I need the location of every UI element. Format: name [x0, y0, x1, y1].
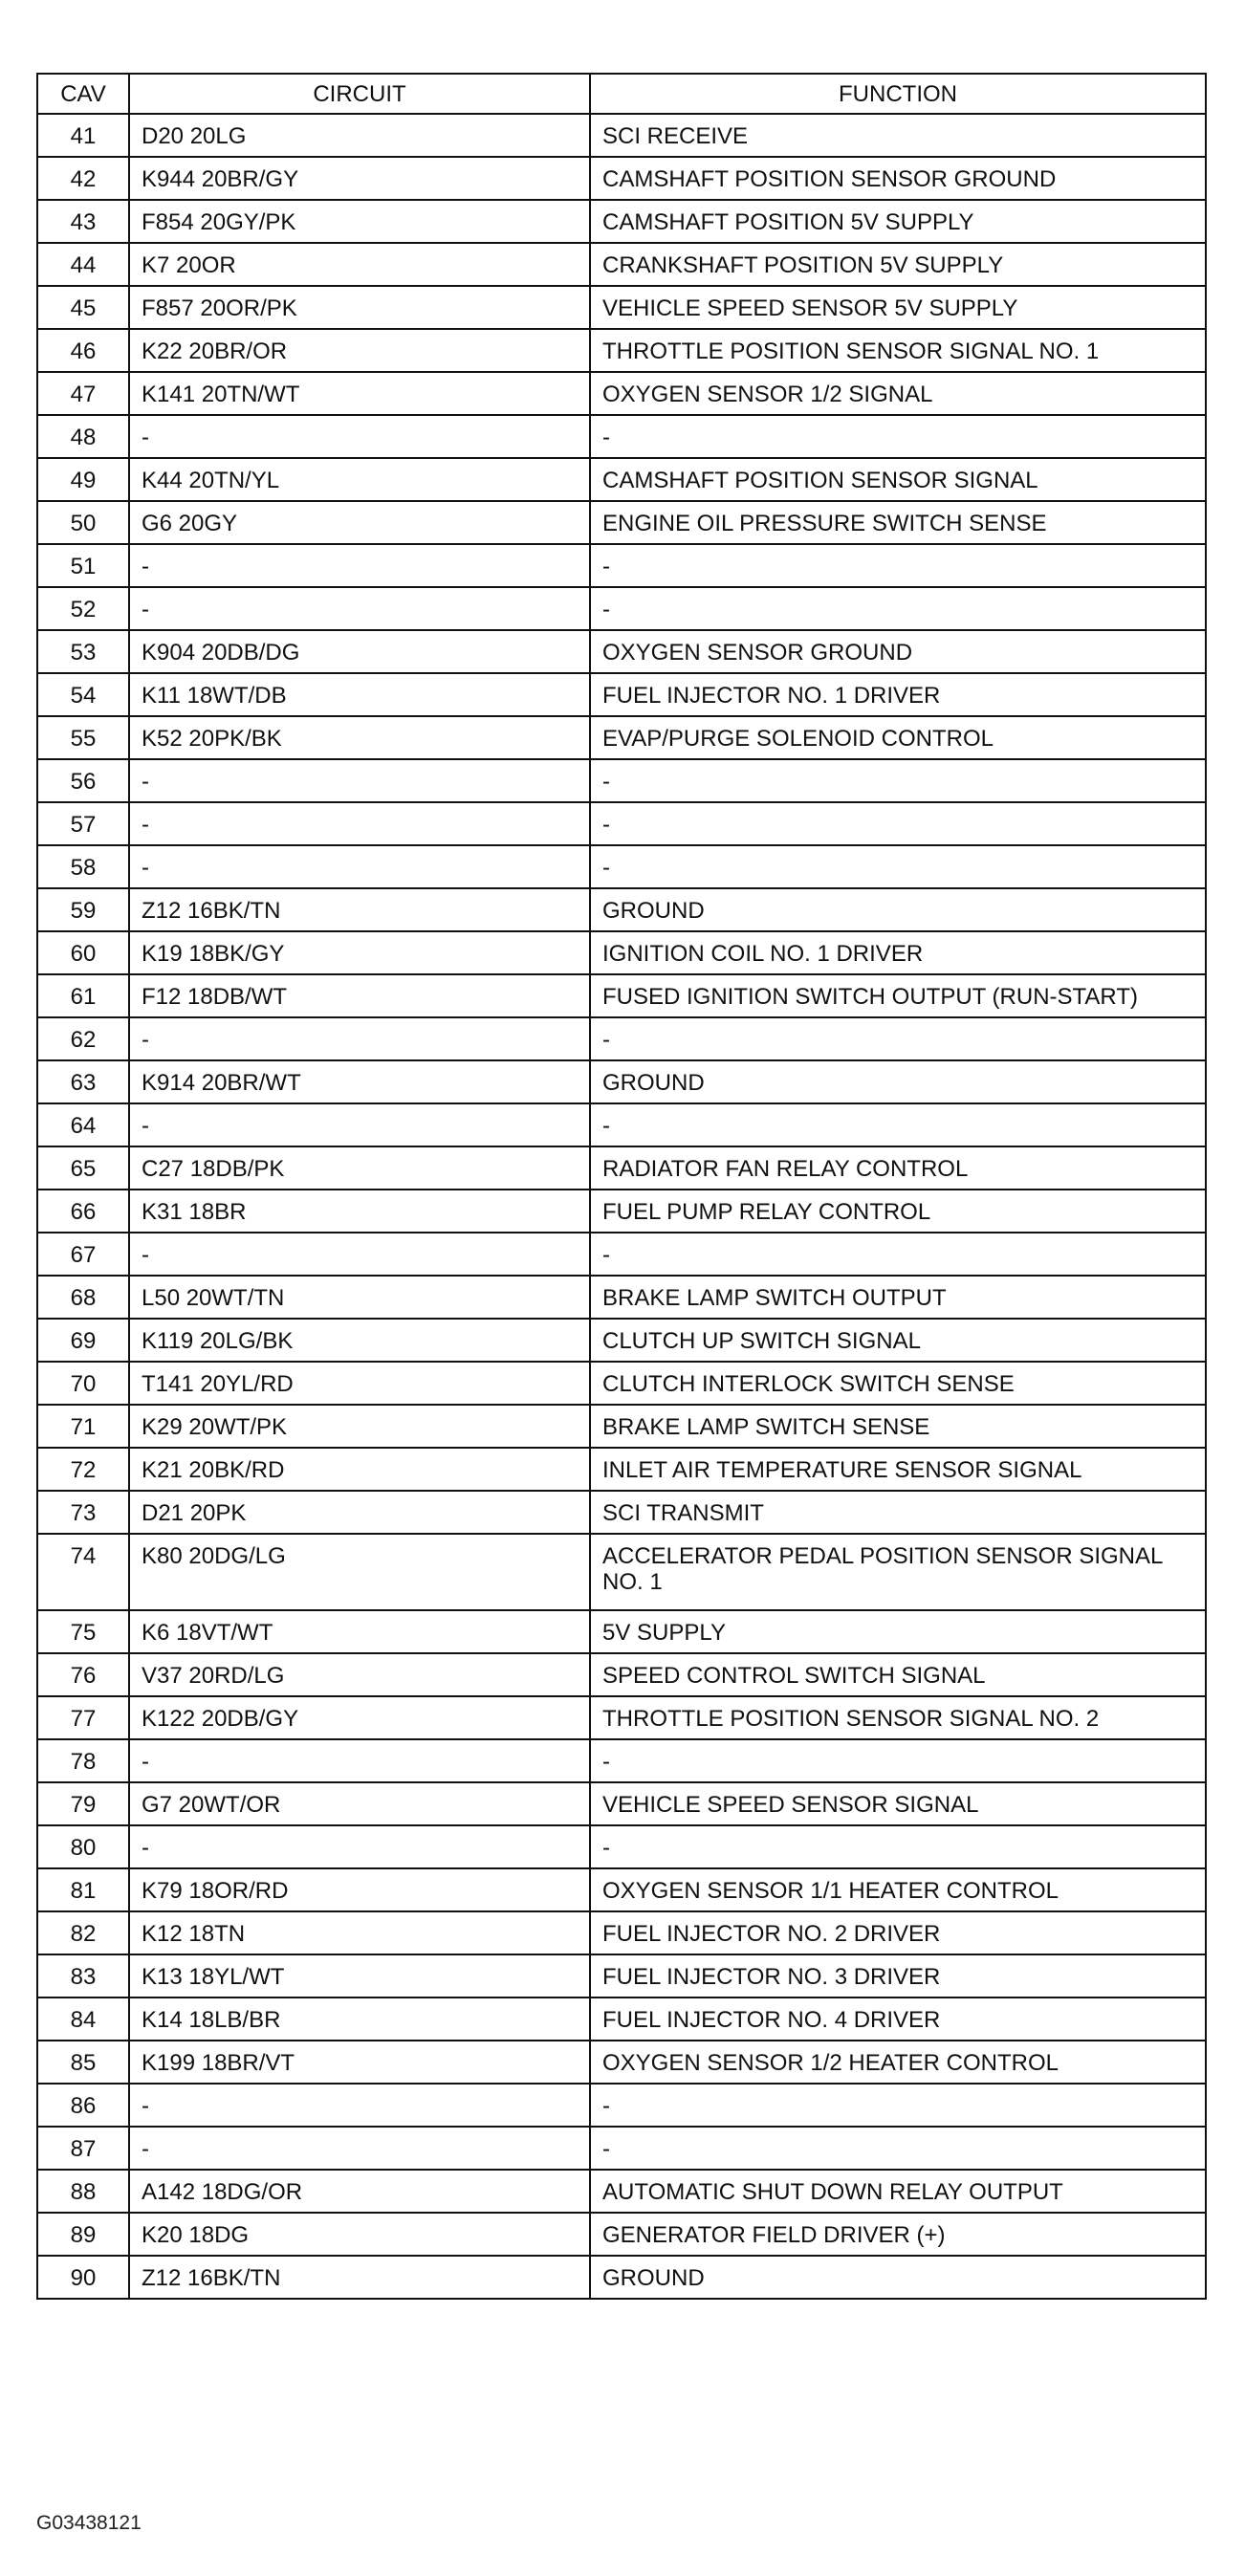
circuit-cell: K122 20DB/GY — [129, 1696, 590, 1739]
circuit-cell: K80 20DG/LG — [129, 1534, 590, 1610]
cav-cell: 60 — [37, 931, 129, 974]
cav-cell: 78 — [37, 1739, 129, 1782]
circuit-cell: T141 20YL/RD — [129, 1362, 590, 1405]
cav-cell: 89 — [37, 2213, 129, 2256]
function-cell: CLUTCH INTERLOCK SWITCH SENSE — [590, 1362, 1206, 1405]
table-row — [37, 2084, 1206, 2127]
cav-cell: 75 — [37, 1610, 129, 1653]
cav-cell: 72 — [37, 1448, 129, 1491]
function-cell: CAMSHAFT POSITION 5V SUPPLY — [590, 200, 1206, 243]
table-row — [37, 974, 1206, 1017]
table-row — [37, 716, 1206, 759]
cav-cell: 74 — [37, 1534, 129, 1610]
cav-cell: 53 — [37, 630, 129, 673]
function-cell: FUEL INJECTOR NO. 2 DRIVER — [590, 1911, 1206, 1954]
cav-cell: 41 — [37, 114, 129, 157]
function-cell: - — [590, 845, 1206, 888]
table-row — [37, 200, 1206, 243]
cav-cell: 79 — [37, 1782, 129, 1825]
table-row — [37, 157, 1206, 200]
header-row — [37, 74, 1206, 114]
cav-cell: 85 — [37, 2041, 129, 2084]
table-header — [37, 74, 1206, 114]
function-cell: CRANKSHAFT POSITION 5V SUPPLY — [590, 243, 1206, 286]
circuit-cell: K13 18YL/WT — [129, 1954, 590, 1997]
table-row — [37, 931, 1206, 974]
cav-cell: 66 — [37, 1190, 129, 1233]
circuit-cell: - — [129, 587, 590, 630]
table-row — [37, 1448, 1206, 1491]
circuit-cell: K944 20BR/GY — [129, 157, 590, 200]
cav-cell: 65 — [37, 1146, 129, 1190]
table-row — [37, 1103, 1206, 1146]
cav-cell: 64 — [37, 1103, 129, 1146]
cav-cell: 84 — [37, 1997, 129, 2041]
cav-cell: 86 — [37, 2084, 129, 2127]
function-cell: OXYGEN SENSOR 1/2 SIGNAL — [590, 372, 1206, 415]
circuit-cell: K141 20TN/WT — [129, 372, 590, 415]
table-row — [37, 2213, 1206, 2256]
cav-cell: 80 — [37, 1825, 129, 1868]
table-row — [37, 1491, 1206, 1534]
function-cell: FUEL INJECTOR NO. 3 DRIVER — [590, 1954, 1206, 1997]
function-cell: EVAP/PURGE SOLENOID CONTROL — [590, 716, 1206, 759]
table-row — [37, 1696, 1206, 1739]
function-cell: GROUND — [590, 1060, 1206, 1103]
function-cell: FUEL PUMP RELAY CONTROL — [590, 1190, 1206, 1233]
function-cell: 5V SUPPLY — [590, 1610, 1206, 1653]
circuit-cell: - — [129, 415, 590, 458]
circuit-cell: L50 20WT/TN — [129, 1276, 590, 1319]
table-row — [37, 1276, 1206, 1319]
circuit-cell: K31 18BR — [129, 1190, 590, 1233]
cav-cell: 42 — [37, 157, 129, 200]
function-cell: THROTTLE POSITION SENSOR SIGNAL NO. 1 — [590, 329, 1206, 372]
table-row — [37, 1825, 1206, 1868]
circuit-cell: - — [129, 759, 590, 802]
table-row — [37, 1017, 1206, 1060]
table-body — [37, 114, 1206, 2299]
cav-cell: 82 — [37, 1911, 129, 1954]
table-row — [37, 458, 1206, 501]
cav-cell: 47 — [37, 372, 129, 415]
circuit-cell: G7 20WT/OR — [129, 1782, 590, 1825]
cav-cell: 49 — [37, 458, 129, 501]
function-cell: - — [590, 802, 1206, 845]
function-cell: - — [590, 2127, 1206, 2170]
function-cell: IGNITION COIL NO. 1 DRIVER — [590, 931, 1206, 974]
circuit-cell: K20 18DG — [129, 2213, 590, 2256]
circuit-cell: - — [129, 544, 590, 587]
function-cell: - — [590, 1103, 1206, 1146]
function-cell: GROUND — [590, 888, 1206, 931]
table-row — [37, 544, 1206, 587]
table-row — [37, 1997, 1206, 2041]
cav-cell: 90 — [37, 2256, 129, 2299]
function-cell: CAMSHAFT POSITION SENSOR GROUND — [590, 157, 1206, 200]
cav-cell: 46 — [37, 329, 129, 372]
cav-cell: 88 — [37, 2170, 129, 2213]
table-row — [37, 1362, 1206, 1405]
function-cell: SPEED CONTROL SWITCH SIGNAL — [590, 1653, 1206, 1696]
circuit-cell: K119 20LG/BK — [129, 1319, 590, 1362]
circuit-cell: K79 18OR/RD — [129, 1868, 590, 1911]
cav-cell: 54 — [37, 673, 129, 716]
header-cav: CAV — [37, 74, 129, 114]
table-row — [37, 1146, 1206, 1190]
figure-id: G03438121 — [36, 2512, 142, 2534]
cav-cell: 57 — [37, 802, 129, 845]
circuit-cell: K44 20TN/YL — [129, 458, 590, 501]
cav-cell: 69 — [37, 1319, 129, 1362]
circuit-cell: Z12 16BK/TN — [129, 2256, 590, 2299]
circuit-cell: K904 20DB/DG — [129, 630, 590, 673]
table-row — [37, 2256, 1206, 2299]
table-row — [37, 2170, 1206, 2213]
circuit-cell: K11 18WT/DB — [129, 673, 590, 716]
cav-cell: 50 — [37, 501, 129, 544]
function-cell: FUEL INJECTOR NO. 1 DRIVER — [590, 673, 1206, 716]
circuit-cell: - — [129, 845, 590, 888]
cav-cell: 67 — [37, 1233, 129, 1276]
table-row — [37, 1653, 1206, 1696]
cav-cell: 52 — [37, 587, 129, 630]
function-cell: THROTTLE POSITION SENSOR SIGNAL NO. 2 — [590, 1696, 1206, 1739]
table-row — [37, 845, 1206, 888]
table-row — [37, 587, 1206, 630]
table-row — [37, 1233, 1206, 1276]
table-row — [37, 1190, 1206, 1233]
function-cell: - — [590, 1825, 1206, 1868]
circuit-cell: - — [129, 1017, 590, 1060]
cav-cell: 68 — [37, 1276, 129, 1319]
cav-cell: 63 — [37, 1060, 129, 1103]
circuit-cell: - — [129, 1103, 590, 1146]
circuit-cell: K7 20OR — [129, 243, 590, 286]
cav-cell: 45 — [37, 286, 129, 329]
cav-cell: 51 — [37, 544, 129, 587]
function-cell: BRAKE LAMP SWITCH OUTPUT — [590, 1276, 1206, 1319]
circuit-cell: - — [129, 2127, 590, 2170]
cav-cell: 83 — [37, 1954, 129, 1997]
cav-cell: 62 — [37, 1017, 129, 1060]
function-cell: FUEL INJECTOR NO. 4 DRIVER — [590, 1997, 1206, 2041]
circuit-cell: K914 20BR/WT — [129, 1060, 590, 1103]
function-cell: - — [590, 1739, 1206, 1782]
circuit-cell: Z12 16BK/TN — [129, 888, 590, 931]
circuit-cell: K29 20WT/PK — [129, 1405, 590, 1448]
header-function: FUNCTION — [590, 74, 1206, 114]
cav-cell: 81 — [37, 1868, 129, 1911]
table-row — [37, 286, 1206, 329]
table-row — [37, 114, 1206, 157]
function-cell: - — [590, 1233, 1206, 1276]
cav-cell: 56 — [37, 759, 129, 802]
function-cell: VEHICLE SPEED SENSOR SIGNAL — [590, 1782, 1206, 1825]
circuit-cell: K12 18TN — [129, 1911, 590, 1954]
table-row — [37, 1911, 1206, 1954]
circuit-cell: K199 18BR/VT — [129, 2041, 590, 2084]
circuit-cell: K22 20BR/OR — [129, 329, 590, 372]
circuit-cell: - — [129, 1825, 590, 1868]
cav-cell: 73 — [37, 1491, 129, 1534]
circuit-cell: V37 20RD/LG — [129, 1653, 590, 1696]
table-row — [37, 1782, 1206, 1825]
circuit-cell: - — [129, 802, 590, 845]
circuit-cell: - — [129, 1739, 590, 1782]
cav-cell: 87 — [37, 2127, 129, 2170]
cav-cell: 61 — [37, 974, 129, 1017]
function-cell: SCI TRANSMIT — [590, 1491, 1206, 1534]
circuit-cell: D21 20PK — [129, 1491, 590, 1534]
function-cell: SCI RECEIVE — [590, 114, 1206, 157]
circuit-cell: K21 20BK/RD — [129, 1448, 590, 1491]
circuit-cell: D20 20LG — [129, 114, 590, 157]
table-row — [37, 1534, 1206, 1610]
function-cell: - — [590, 415, 1206, 458]
function-cell: - — [590, 544, 1206, 587]
header-circuit: CIRCUIT — [129, 74, 590, 114]
function-cell: OXYGEN SENSOR 1/2 HEATER CONTROL — [590, 2041, 1206, 2084]
function-cell: CLUTCH UP SWITCH SIGNAL — [590, 1319, 1206, 1362]
table-row — [37, 329, 1206, 372]
circuit-cell: F12 18DB/WT — [129, 974, 590, 1017]
function-cell: FUSED IGNITION SWITCH OUTPUT (RUN-START) — [590, 974, 1206, 1017]
table-row — [37, 1739, 1206, 1782]
function-cell: VEHICLE SPEED SENSOR 5V SUPPLY — [590, 286, 1206, 329]
function-cell: - — [590, 1017, 1206, 1060]
function-cell: RADIATOR FAN RELAY CONTROL — [590, 1146, 1206, 1190]
cav-cell: 58 — [37, 845, 129, 888]
function-cell: - — [590, 759, 1206, 802]
circuit-cell: K6 18VT/WT — [129, 1610, 590, 1653]
circuit-cell: - — [129, 2084, 590, 2127]
circuit-cell: A142 18DG/OR — [129, 2170, 590, 2213]
table-row — [37, 1610, 1206, 1653]
function-cell: - — [590, 587, 1206, 630]
cav-cell: 70 — [37, 1362, 129, 1405]
table-row — [37, 2127, 1206, 2170]
table-row — [37, 372, 1206, 415]
table-row — [37, 888, 1206, 931]
circuit-cell: K19 18BK/GY — [129, 931, 590, 974]
circuit-cell: K14 18LB/BR — [129, 1997, 590, 2041]
circuit-cell: G6 20GY — [129, 501, 590, 544]
function-cell: ENGINE OIL PRESSURE SWITCH SENSE — [590, 501, 1206, 544]
function-cell: CAMSHAFT POSITION SENSOR SIGNAL — [590, 458, 1206, 501]
table-row — [37, 630, 1206, 673]
function-cell: - — [590, 2084, 1206, 2127]
table-row — [37, 673, 1206, 716]
function-cell: INLET AIR TEMPERATURE SENSOR SIGNAL — [590, 1448, 1206, 1491]
table-row — [37, 415, 1206, 458]
table-row — [37, 1868, 1206, 1911]
cav-cell: 77 — [37, 1696, 129, 1739]
circuit-cell: C27 18DB/PK — [129, 1146, 590, 1190]
connector-pinout-table — [36, 73, 1207, 2300]
table-row — [37, 1954, 1206, 1997]
circuit-cell: K52 20PK/BK — [129, 716, 590, 759]
table-row — [37, 759, 1206, 802]
table-row — [37, 1319, 1206, 1362]
cav-cell: 55 — [37, 716, 129, 759]
function-cell: OXYGEN SENSOR 1/1 HEATER CONTROL — [590, 1868, 1206, 1911]
cav-cell: 71 — [37, 1405, 129, 1448]
cav-cell: 59 — [37, 888, 129, 931]
function-cell: BRAKE LAMP SWITCH SENSE — [590, 1405, 1206, 1448]
function-cell: AUTOMATIC SHUT DOWN RELAY OUTPUT — [590, 2170, 1206, 2213]
cav-cell: 43 — [37, 200, 129, 243]
function-cell: ACCELERATOR PEDAL POSITION SENSOR SIGNAL NO. 1 — [590, 1534, 1206, 1610]
table-row — [37, 2041, 1206, 2084]
function-cell: GROUND — [590, 2256, 1206, 2299]
table-row — [37, 243, 1206, 286]
cav-cell: 76 — [37, 1653, 129, 1696]
circuit-cell: - — [129, 1233, 590, 1276]
table-row — [37, 802, 1206, 845]
table-row — [37, 1060, 1206, 1103]
table-row — [37, 501, 1206, 544]
circuit-cell: F857 20OR/PK — [129, 286, 590, 329]
function-cell: GENERATOR FIELD DRIVER (+) — [590, 2213, 1206, 2256]
table-row — [37, 1405, 1206, 1448]
cav-cell: 48 — [37, 415, 129, 458]
circuit-cell: F854 20GY/PK — [129, 200, 590, 243]
function-cell: OXYGEN SENSOR GROUND — [590, 630, 1206, 673]
cav-cell: 44 — [37, 243, 129, 286]
